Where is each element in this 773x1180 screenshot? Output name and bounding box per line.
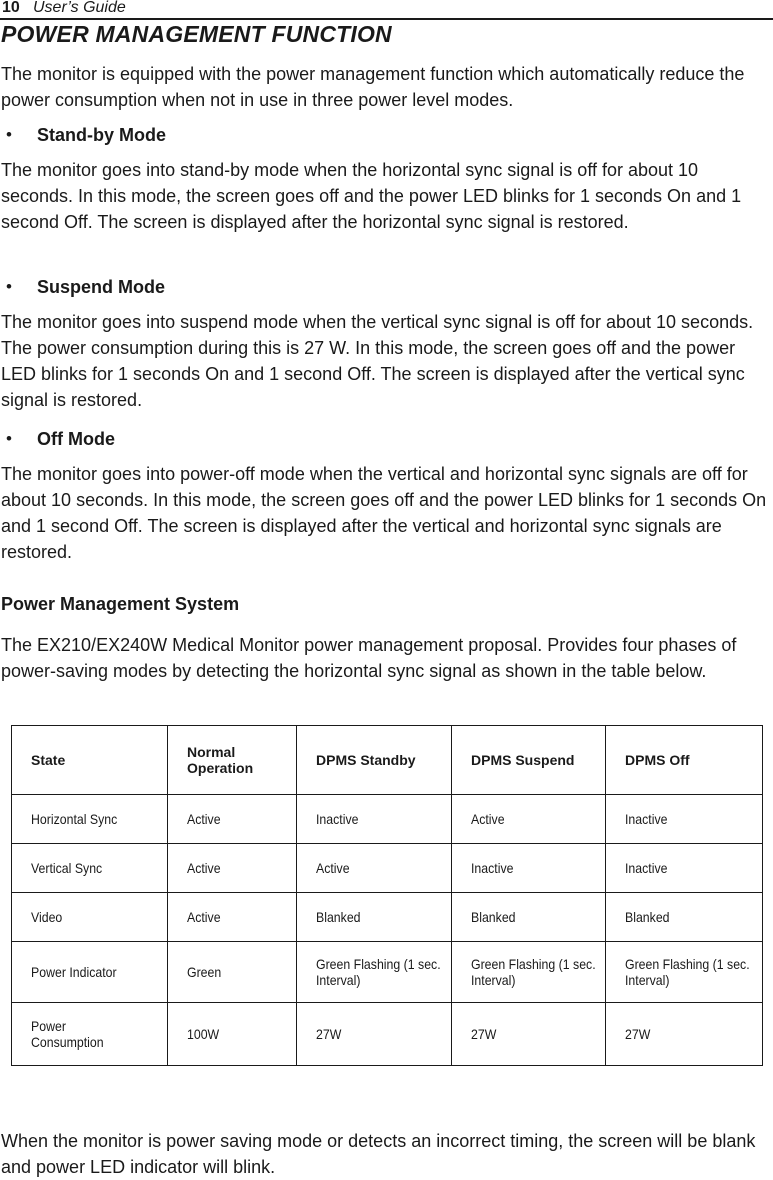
page-header [0, 0, 773, 20]
cell-text: Green Flashing (1 sec. Interval) [471, 956, 596, 988]
table-cell [168, 844, 297, 893]
suspend-mode-text: The monitor goes into suspend mode when the vertical sync signal is off for about 10 seconds. The power consumption during this is 27 W. In this mode, the screen goes off and the power LED blinks for 1 seconds On and 1 second Off. The screen is displayed after the vertical sync signal is restored. [1, 312, 754, 410]
table-row [12, 844, 763, 893]
cell-text: Vertical Sync [31, 860, 103, 876]
standby-mode-heading: Stand-by Mode [37, 125, 166, 145]
table-cell [452, 1003, 606, 1066]
cell-text: 27W [471, 1026, 497, 1042]
suspend-mode-heading: Suspend Mode [37, 277, 166, 297]
off-mode-text: The monitor goes into power-off mode when the vertical and horizontal sync signals are off for about 10 seconds. In this mode, the screen goes off and the power LED blinks for 1 seconds On and 1 second Off. The screen is displayed after the vertical and horizontal sync signals are restored. [1, 464, 767, 562]
row-label [12, 893, 168, 942]
power-management-system-heading: Power Management System [1, 594, 240, 614]
bullet-off: • [6, 429, 12, 448]
cell-text: Blanked [471, 909, 516, 925]
table-cell [606, 1003, 763, 1066]
cell-text: Blanked [625, 909, 670, 925]
bullet-standby: • [6, 125, 12, 144]
cell-text: Active [187, 811, 221, 827]
cell-text: Active [471, 811, 505, 827]
cell-text: Power Consumption [31, 1018, 104, 1050]
cell-text: Power Indicator [31, 964, 117, 980]
cell-text: Blanked [316, 909, 361, 925]
cell-text: Green [187, 964, 222, 980]
cell-text: 27W [625, 1026, 651, 1042]
off-mode-heading: Off Mode [37, 429, 115, 449]
cell-text: Active [187, 909, 221, 925]
header-dpms-standby: DPMS Standby [297, 726, 452, 795]
header-dpms-suspend: DPMS Suspend [452, 726, 606, 795]
page-number: 10 [2, 0, 20, 16]
guide-title: User’s Guide [33, 0, 126, 16]
cell-text: Green Flashing (1 sec. Interval) [625, 956, 750, 988]
table-cell [452, 893, 606, 942]
table-cell [168, 1003, 297, 1066]
cell-text: 100W [187, 1026, 220, 1042]
row-label [12, 942, 168, 1003]
table-cell [606, 795, 763, 844]
table-cell [452, 795, 606, 844]
table-header-row [12, 726, 763, 795]
cell-text: 27W [316, 1026, 342, 1042]
power-management-table [11, 725, 763, 1066]
footer-note: When the monitor is power saving mode or detects an incorrect timing, the screen will be blank and power LED indicator will blink. [1, 1131, 756, 1177]
table-cell [168, 893, 297, 942]
cell-text: Inactive [625, 811, 668, 827]
row-label [12, 795, 168, 844]
table-row [12, 795, 763, 844]
table-cell [168, 942, 297, 1003]
header-normal-operation: Normal Operation [168, 726, 297, 795]
cell-text: Active [316, 860, 350, 876]
table-cell [297, 844, 452, 893]
cell-text: Inactive [316, 811, 359, 827]
table-cell [452, 844, 606, 893]
intro-paragraph: The monitor is equipped with the power management function which automatically reduce the power consumption when not in use in three power level modes. [1, 64, 745, 110]
table-cell [297, 1003, 452, 1066]
table-row [12, 942, 763, 1003]
table-cell [606, 893, 763, 942]
table-cell [297, 942, 452, 1003]
table-cell [297, 795, 452, 844]
row-label [12, 1003, 168, 1066]
table-cell [452, 942, 606, 1003]
cell-text: Inactive [471, 860, 514, 876]
cell-text: Inactive [625, 860, 668, 876]
section-title: POWER MANAGEMENT FUNCTION [1, 21, 392, 47]
header-dpms-off: DPMS Off [606, 726, 763, 795]
row-label [12, 844, 168, 893]
bullet-suspend: • [6, 277, 12, 296]
standby-mode-text: The monitor goes into stand-by mode when the horizontal sync signal is off for about 10 seconds. In this mode, the screen goes off and the power LED blinks for 1 seconds On and 1 second Off. The screen is displayed after the horizontal sync signal is restored. [1, 160, 742, 232]
cell-text: Active [187, 860, 221, 876]
cell-text: Video [31, 909, 63, 925]
table-row [12, 893, 763, 942]
table-cell [168, 795, 297, 844]
table-row [12, 1003, 763, 1066]
table-cell [606, 844, 763, 893]
header-state: State [12, 726, 168, 795]
cell-text: Green Flashing (1 sec. Interval) [316, 956, 441, 988]
power-management-system-text: The EX210/EX240W Medical Monitor power management proposal. Provides four phases of power-saving modes by detecting the horizontal sync signal as shown in the table below. [1, 635, 737, 681]
table-cell [606, 942, 763, 1003]
table-cell [297, 893, 452, 942]
cell-text: Horizontal Sync [31, 811, 118, 827]
